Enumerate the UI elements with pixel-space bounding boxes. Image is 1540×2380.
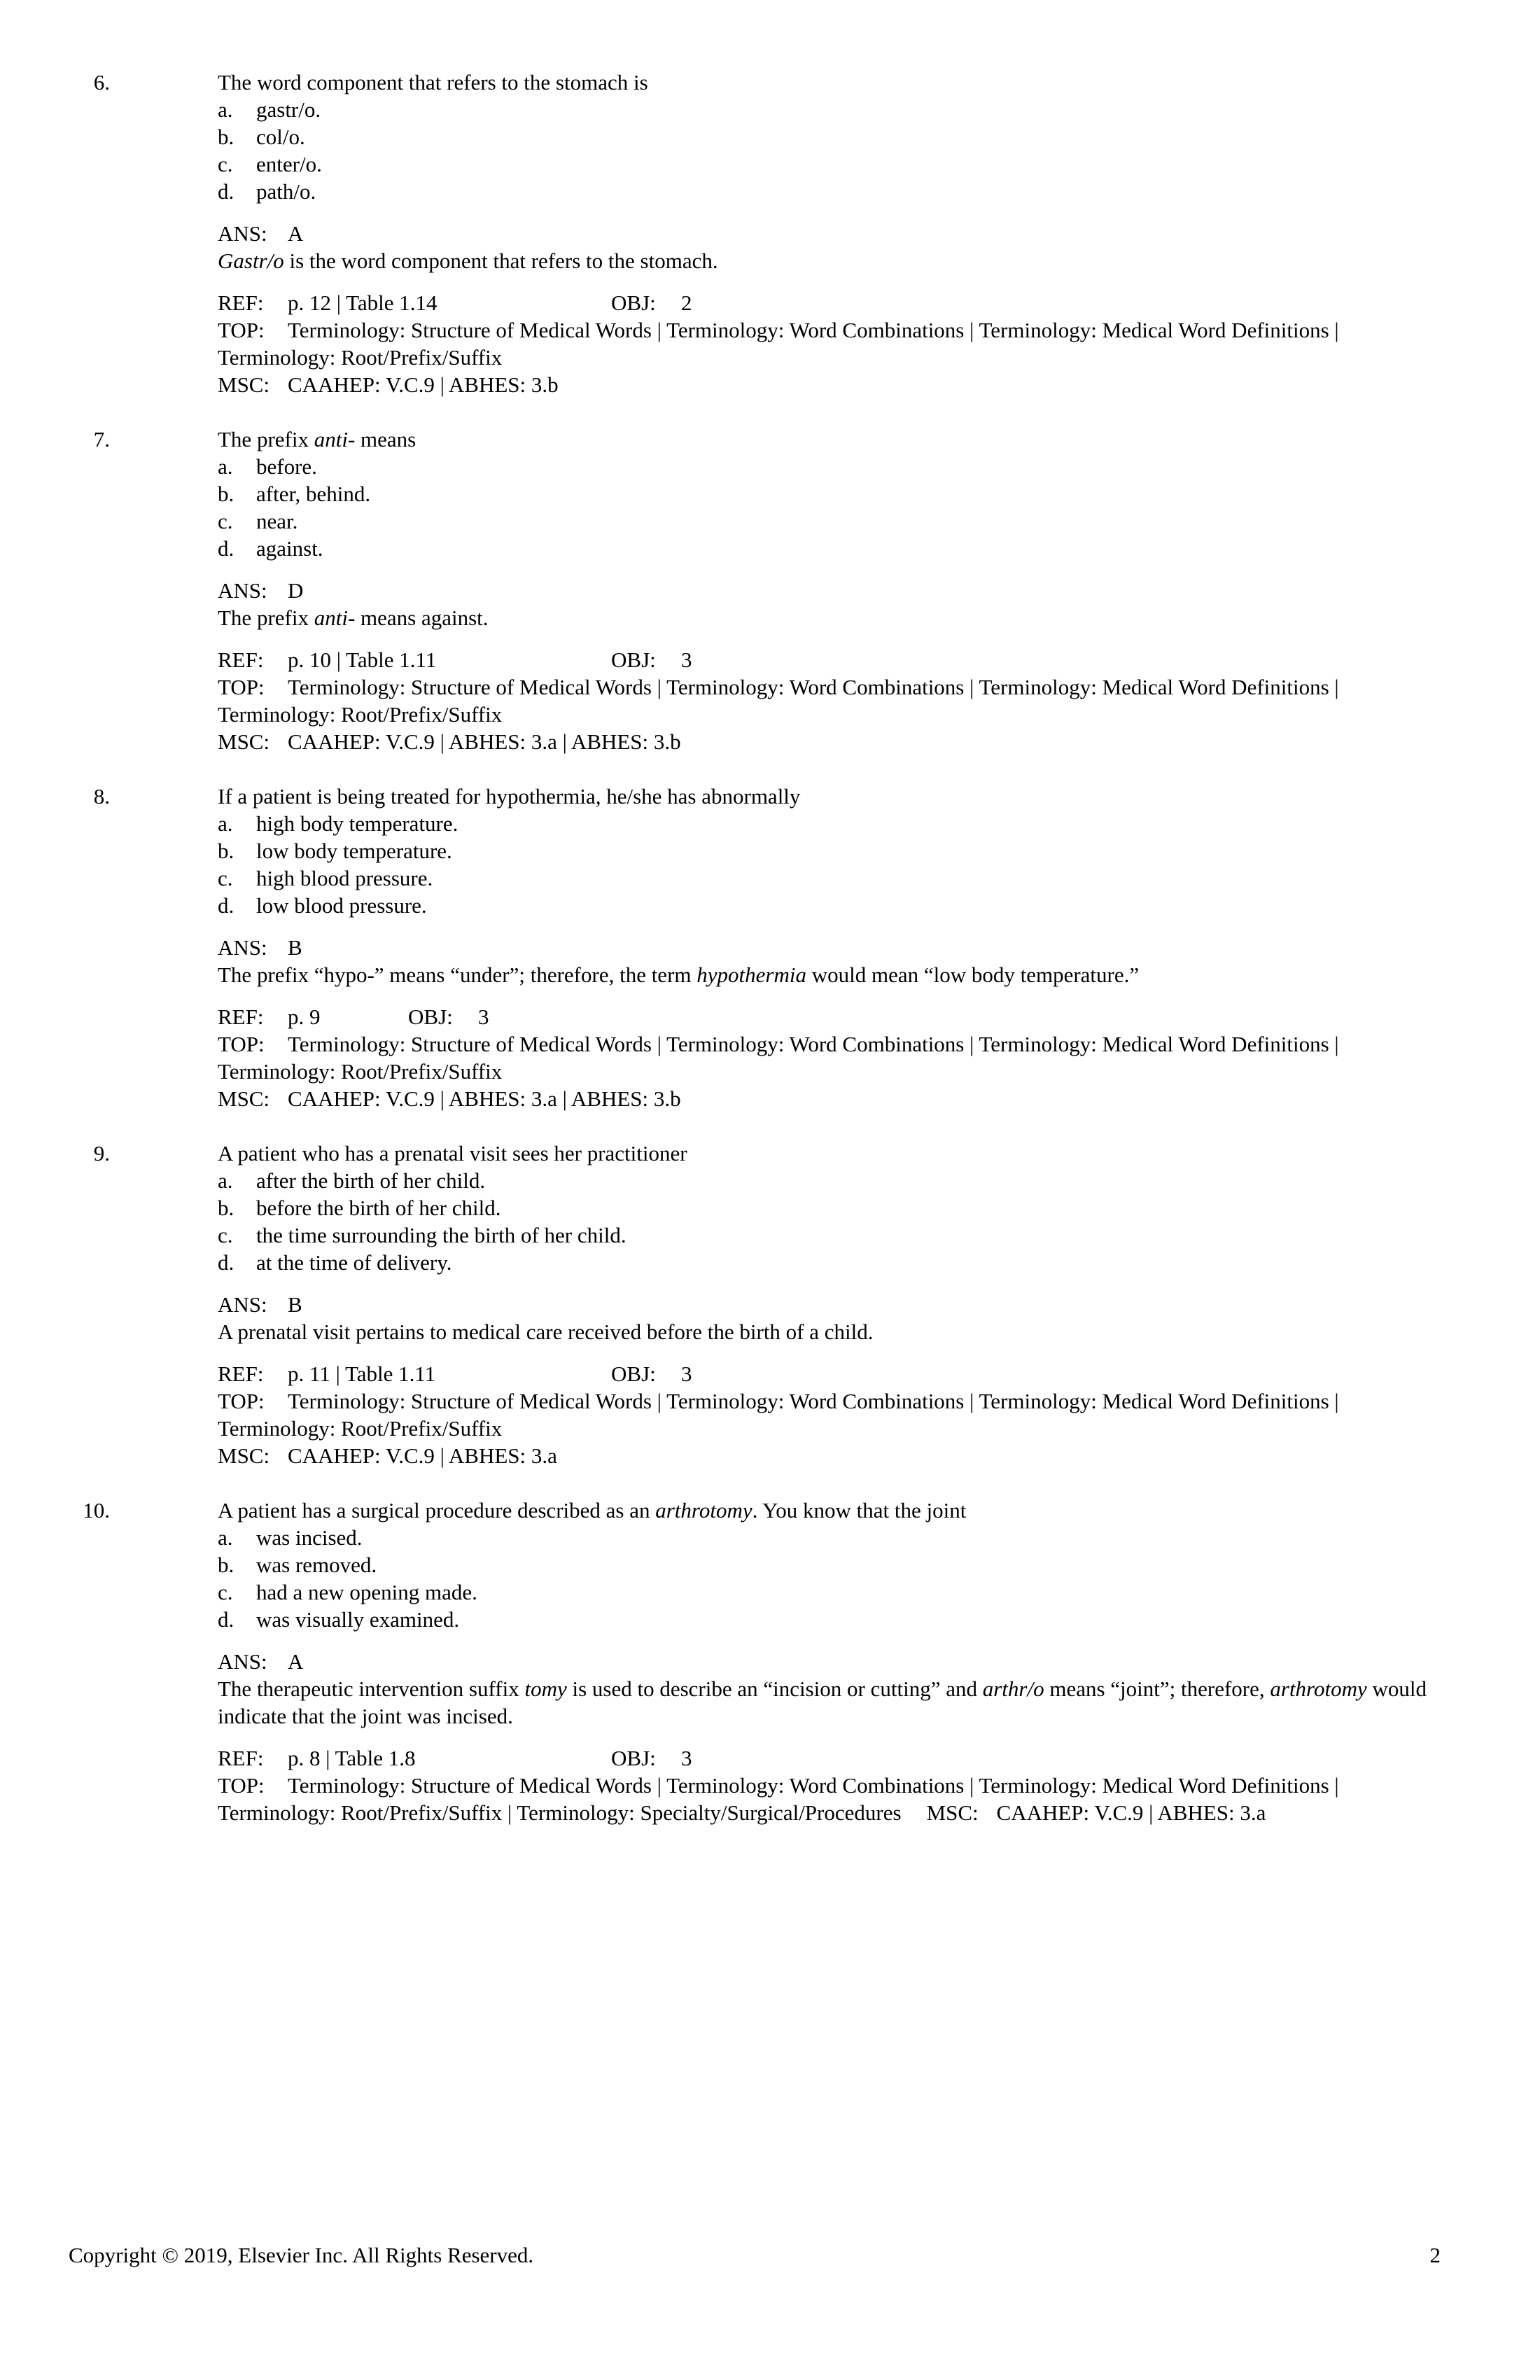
option-letter: d. <box>218 1250 234 1275</box>
topic-value: Terminology: Structure of Medical Words | Terminology: Word Combinations | Terminology: Medical Word Definitions | Terminology: Root/Prefix/Suffix <box>218 1032 1339 1084</box>
option-letter: c. <box>218 1580 233 1604</box>
option-text: before the birth of her child. <box>256 1196 501 1220</box>
option-text: high blood pressure. <box>256 866 433 890</box>
topic-value: Terminology: Structure of Medical Words | Terminology: Word Combinations | Terminology: Medical Word Definitions | Terminology: Root/Prefix/Suffix | Terminology: Specialty/Surgical/Procedures <box>218 1773 1339 1825</box>
question-stem <box>218 426 1450 453</box>
answer-option <box>218 864 1450 892</box>
question-number: 6. <box>93 70 110 94</box>
answer-key <box>218 934 1450 961</box>
option-letter: b. <box>218 839 234 863</box>
ref-value: p. 8 | Table 1.8 <box>288 1746 416 1770</box>
answer-option <box>218 1222 1450 1249</box>
option-text: path/o. <box>256 179 316 204</box>
msc-value: CAAHEP: V.C.9 | ABHES: 3.a <box>288 1443 557 1468</box>
question-number: 10. <box>83 1498 110 1522</box>
question-stem <box>218 69 1450 96</box>
obj-label: OBJ: <box>611 648 656 672</box>
msc-row <box>218 1442 1450 1469</box>
msc-value: CAAHEP: V.C.9 | ABHES: 3.a <box>996 1800 1266 1825</box>
answer-options <box>218 1167 1450 1276</box>
spacer <box>218 631 1450 646</box>
option-letter: a. <box>218 811 233 836</box>
option-text: col/o. <box>256 125 305 149</box>
topic-row <box>218 1030 1450 1085</box>
spacer <box>218 205 1450 220</box>
answer-option <box>218 507 1450 535</box>
answer-key <box>218 1648 1450 1675</box>
ref-label: REF: <box>218 648 264 672</box>
option-text: was visually examined. <box>256 1607 460 1632</box>
option-text: near. <box>256 509 298 533</box>
obj-value: 3 <box>681 648 692 672</box>
ref-value: p. 9 <box>288 1004 321 1029</box>
option-text: against. <box>256 536 323 561</box>
topic-value: Terminology: Structure of Medical Words | Terminology: Word Combinations | Terminology: Medical Word Definitions | Terminology: Root/Prefix/Suffix <box>218 675 1339 727</box>
msc-row <box>218 728 1450 755</box>
answer-value: A <box>288 221 304 246</box>
answer-option <box>218 1606 1450 1633</box>
option-text: after, behind. <box>256 482 371 506</box>
stem-text: means <box>355 427 416 451</box>
answer-value: D <box>288 578 304 603</box>
answer-option <box>218 1524 1450 1551</box>
question-item <box>0 783 1450 1112</box>
spacer <box>218 919 1450 934</box>
obj-value: 3 <box>681 1362 692 1386</box>
msc-value: CAAHEP: V.C.9 | ABHES: 3.a | ABHES: 3.b <box>288 1086 681 1111</box>
topic-label: TOP: <box>218 675 265 699</box>
reference-row <box>218 1003 1450 1030</box>
answer-option <box>218 810 1450 837</box>
question-list <box>0 69 1540 1854</box>
topic-label: TOP: <box>218 1032 265 1056</box>
msc-label: MSC: <box>926 1800 979 1825</box>
answer-options <box>218 810 1450 919</box>
spacer <box>218 1730 1450 1744</box>
topic-label: TOP: <box>218 1389 265 1413</box>
rationale-text: A prenatal visit pertains to medical care received before the birth of a child. <box>218 1320 874 1344</box>
answer-label: ANS: <box>218 1649 267 1674</box>
topic-row <box>218 1387 1450 1442</box>
option-letter: d. <box>218 536 234 561</box>
answer-rationale <box>218 604 1450 631</box>
topic-row <box>218 316 1450 371</box>
reference-row <box>218 289 1450 316</box>
answer-key <box>218 577 1450 604</box>
option-letter: b. <box>218 1553 234 1577</box>
answer-option <box>218 150 1450 178</box>
question-number: 8. <box>93 784 110 808</box>
ref-label: REF: <box>218 290 264 315</box>
stem-text-italic: arthrotomy <box>655 1498 752 1522</box>
option-text: after the birth of her child. <box>256 1168 486 1193</box>
stem-text: The word component that refers to the stomach is <box>218 70 648 94</box>
spacer <box>218 1345 1450 1360</box>
option-text: was incised. <box>256 1525 363 1550</box>
answer-option <box>218 123 1450 150</box>
page-number: 2 <box>1429 2243 1441 2267</box>
answer-rationale <box>218 1318 1450 1345</box>
rationale-text-italic: arthr/o <box>982 1676 1044 1701</box>
rationale-text: is used to describe an “incision or cutting” and <box>566 1676 983 1701</box>
msc-label: MSC: <box>218 1086 270 1111</box>
option-text: the time surrounding the birth of her child. <box>256 1223 626 1247</box>
answer-options <box>218 1524 1450 1633</box>
answer-rationale <box>218 247 1450 274</box>
question-stem <box>218 1497 1450 1524</box>
rationale-text-italic: anti- <box>314 606 356 630</box>
answer-value: B <box>288 935 302 960</box>
option-text: low blood pressure. <box>256 893 427 918</box>
msc-label: MSC: <box>218 372 270 397</box>
obj-label: OBJ: <box>611 1362 656 1386</box>
stem-text: . You know that the joint <box>752 1498 967 1522</box>
reference-row <box>218 1744 1450 1772</box>
option-letter: c. <box>218 866 233 890</box>
answer-option <box>218 453 1450 480</box>
ref-value: p. 12 | Table 1.14 <box>288 290 438 315</box>
option-letter: a. <box>218 454 233 479</box>
option-text: gastr/o. <box>256 97 321 122</box>
question-item <box>0 426 1450 755</box>
rationale-text: is the word component that refers to the stomach. <box>284 248 718 273</box>
option-text: enter/o. <box>256 152 322 176</box>
question-number: 9. <box>93 1141 110 1166</box>
obj-label: OBJ: <box>408 1004 453 1029</box>
spacer <box>218 274 1450 289</box>
answer-label: ANS: <box>218 1292 267 1317</box>
answer-option <box>218 178 1450 205</box>
question-stem <box>218 1140 1450 1167</box>
answer-value: A <box>288 1649 304 1674</box>
ref-value: p. 11 | Table 1.11 <box>288 1362 436 1386</box>
option-letter: d. <box>218 893 234 918</box>
answer-options <box>218 96 1450 205</box>
rationale-text: would indicate that the joint was incised. <box>218 1676 1427 1728</box>
option-text: high body temperature. <box>256 811 458 836</box>
msc-value: CAAHEP: V.C.9 | ABHES: 3.b <box>288 372 559 397</box>
answer-key <box>218 1291 1450 1318</box>
answer-label: ANS: <box>218 578 267 603</box>
answer-option <box>218 535 1450 562</box>
ref-value: p. 10 | Table 1.11 <box>288 648 437 672</box>
option-text: was removed. <box>256 1553 377 1577</box>
option-letter: c. <box>218 152 233 176</box>
answer-option <box>218 96 1450 123</box>
question-item <box>0 1140 1450 1469</box>
rationale-text-italic: Gastr/o <box>218 248 284 273</box>
msc-label: MSC: <box>218 1443 270 1468</box>
ref-label: REF: <box>218 1362 264 1386</box>
answer-option <box>218 1194 1450 1222</box>
answer-options <box>218 453 1450 562</box>
stem-text: If a patient is being treated for hypothermia, he/she has abnormally <box>218 784 801 808</box>
topic-value: Terminology: Structure of Medical Words | Terminology: Word Combinations | Terminology: Medical Word Definitions | Terminology: Root/Prefix/Suffix <box>218 1389 1339 1441</box>
copyright-notice: Copyright © 2019, Elsevier Inc. All Rights Reserved. <box>69 2243 534 2267</box>
option-letter: b. <box>218 482 234 506</box>
stem-text: A patient has a surgical procedure described as an <box>218 1498 656 1522</box>
option-text: at the time of delivery. <box>256 1250 452 1275</box>
ref-label: REF: <box>218 1004 264 1029</box>
rationale-text: The prefix “hypo-” means “under”; therefore, the term <box>218 962 697 987</box>
obj-value: 3 <box>478 1004 489 1029</box>
option-letter: b. <box>218 1196 234 1220</box>
answer-label: ANS: <box>218 221 267 246</box>
topic-row <box>218 1772 1450 1826</box>
msc-label: MSC: <box>218 729 270 754</box>
option-letter: c. <box>218 509 233 533</box>
stem-text: A patient who has a prenatal visit sees her practitioner <box>218 1141 687 1166</box>
answer-option <box>218 837 1450 864</box>
msc-value: CAAHEP: V.C.9 | ABHES: 3.a | ABHES: 3.b <box>288 729 681 754</box>
answer-rationale <box>218 961 1450 988</box>
spacer <box>218 1633 1450 1648</box>
obj-label: OBJ: <box>611 1746 656 1770</box>
obj-value: 2 <box>681 290 692 315</box>
question-item <box>0 69 1450 398</box>
answer-option <box>218 892 1450 919</box>
rationale-text: The prefix <box>218 606 314 630</box>
answer-rationale <box>218 1675 1450 1730</box>
spacer <box>218 562 1450 577</box>
option-letter: b. <box>218 125 234 149</box>
reference-row <box>218 1360 1450 1387</box>
ref-label: REF: <box>218 1746 264 1770</box>
topic-row <box>218 673 1450 728</box>
rationale-text: The therapeutic intervention suffix <box>218 1676 525 1701</box>
answer-option <box>218 1551 1450 1578</box>
option-text: before. <box>256 454 317 479</box>
rationale-text-italic: hypothermia <box>696 962 806 987</box>
topic-value: Terminology: Structure of Medical Words | Terminology: Word Combinations | Terminology: Medical Word Definitions | Terminology: Root/Prefix/Suffix <box>218 318 1339 370</box>
reference-row <box>218 646 1450 673</box>
option-letter: a. <box>218 1525 233 1550</box>
answer-label: ANS: <box>218 935 267 960</box>
rationale-text: means “joint”; therefore, <box>1044 1676 1270 1701</box>
question-number: 7. <box>93 427 110 451</box>
answer-option <box>218 1578 1450 1606</box>
obj-value: 3 <box>681 1746 692 1770</box>
obj-label: OBJ: <box>611 290 656 315</box>
spacer <box>218 1276 1450 1291</box>
answer-option <box>218 480 1450 507</box>
topic-label: TOP: <box>218 1773 265 1798</box>
answer-value: B <box>288 1292 302 1317</box>
option-letter: c. <box>218 1223 233 1247</box>
rationale-text: would mean “low body temperature.” <box>806 962 1140 987</box>
stem-text: The prefix <box>218 427 314 451</box>
answer-option <box>218 1249 1450 1276</box>
spacer <box>218 988 1450 1003</box>
rationale-text-italic: arthrotomy <box>1270 1676 1367 1701</box>
answer-key <box>218 220 1450 247</box>
option-letter: a. <box>218 1168 233 1193</box>
question-item <box>0 1497 1450 1826</box>
option-letter: d. <box>218 1607 234 1632</box>
option-text: had a new opening made. <box>256 1580 477 1604</box>
option-letter: a. <box>218 97 233 122</box>
rationale-text-italic: tomy <box>524 1676 567 1701</box>
msc-row <box>218 371 1450 398</box>
option-text: low body temperature. <box>256 839 452 863</box>
option-letter: d. <box>218 179 234 204</box>
topic-label: TOP: <box>218 318 265 342</box>
stem-text-italic: anti- <box>314 427 356 451</box>
question-stem <box>218 783 1450 810</box>
msc-row <box>218 1085 1450 1112</box>
answer-option <box>218 1167 1450 1194</box>
rationale-text: means against. <box>355 606 489 630</box>
